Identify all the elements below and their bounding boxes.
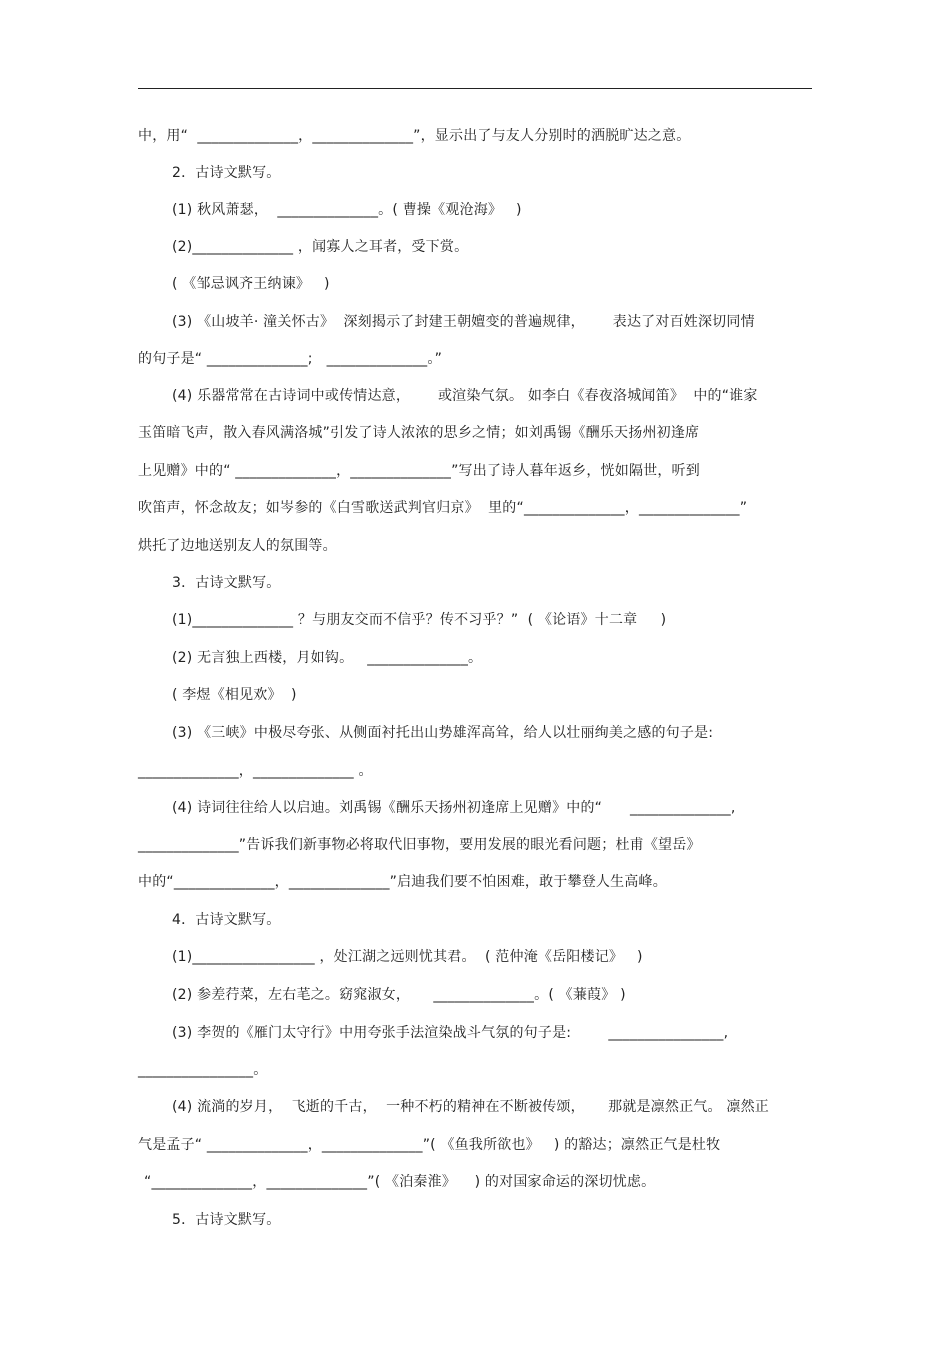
q2-item-3: (3) 《山坡羊· 潼关怀古》 深刻揭示了封建王朝嬗变的普遍规律， 表达了对百姓深切同情 — [172, 314, 755, 330]
heading-q4: 4．古诗文默写。 — [172, 912, 281, 928]
q4-item-3-cont: ________________。 — [138, 1062, 268, 1078]
q2-item-4-cont-2: 上见赠》中的“ ______________，______________”写出了诗人暮年返乡，恍如隔世，听到 — [138, 463, 700, 479]
q2-item-2: (2)______________ ，闻寡人之耳者，受下赏。 — [172, 239, 469, 255]
header-rule — [138, 88, 812, 89]
q4-item-2: (2) 参差荇菜，左右芼之。窈窕淑女， ______________。( 《蒹葭》 ) — [172, 987, 626, 1003]
q4-item-1: (1)_________________ ，处江湖之远则忧其君。 ( 范仲淹《岳阳楼记》 ) — [172, 949, 643, 965]
q2-item-1: (1) 秋风萧瑟， ______________。( 曹操《观沧海》 ) — [172, 202, 522, 218]
heading-q5: 5．古诗文默写。 — [172, 1212, 281, 1228]
q2-item-4-cont-3: 吹笛声，怀念故友；如岑参的《白雪歌送武判官归京》 里的“______________，______________” — [138, 500, 748, 516]
q3-item-3-cont: ______________，______________ 。 — [138, 763, 373, 779]
q2-item-4-cont-1: 玉笛暗飞声，散入春风满洛城”引发了诗人浓浓的思乡之情；如刘禹锡《酬乐天扬州初逢席 — [138, 425, 700, 441]
q2-item-4: (4) 乐器常常在古诗词中或传情达意， 或渲染气氛。 如李白《春夜洛城闻笛》 中的“谁家 — [172, 388, 758, 404]
q3-item-4: (4) 诗词往往给人以启迪。刘禹锡《酬乐天扬州初逢席上见赠》中的“ ______________, — [172, 800, 736, 816]
q4-item-4-cont-1: 气是孟子“ ______________，______________”( 《鱼我所欲也》 ) 的豁达；凛然正气是杜牧 — [138, 1137, 721, 1153]
q3-item-1: (1)______________ ？与朋友交而不信乎？传不习乎？” ( 《论语》十二章 ) — [172, 612, 667, 628]
q4-item-3: (3) 李贺的《雁门太守行》中用夸张手法渲染战斗气氛的句子是: ________________, — [172, 1025, 729, 1041]
q2-item-4-cont-4: 烘托了边地送别友人的氛围等。 — [138, 538, 337, 554]
text-line-1: 中，用“ ______________，______________”，显示出了与友人分别时的洒脱旷达之意。 — [138, 128, 691, 144]
q2-item-3-cont: 的句子是“ ______________; ______________。” — [138, 351, 443, 367]
q3-item-2-source: ( 李煜《相见欢》 ) — [172, 687, 297, 703]
heading-q2: 2．古诗文默写。 — [172, 165, 281, 181]
heading-q3: 3．古诗文默写。 — [172, 575, 281, 591]
q3-item-4-cont-1: ______________”告诉我们新事物必将取代旧事物，要用发展的眼光看问题；杜甫《望岳》 — [138, 837, 701, 853]
q3-item-4-cont-2: 中的“______________，______________”启迪我们要不怕困难，敢于攀登人生高峰。 — [138, 874, 667, 890]
q4-item-4: (4) 流淌的岁月， 飞逝的千古， 一种不朽的精神在不断被传颂， 那就是凛然正气。 凛然正 — [172, 1099, 769, 1115]
q3-item-2: (2) 无言独上西楼，月如钩。 ______________。 — [172, 650, 483, 666]
q3-item-3: (3) 《三峡》中极尽夸张、从侧面衬托出山势雄浑高耸，给人以壮丽绚美之感的句子是: — [172, 725, 714, 741]
q4-item-4-cont-2: “______________，______________”( 《泊秦淮》 ) 的对国家命运的深切忧虑。 — [144, 1174, 656, 1190]
q2-item-2-source: ( 《邹忌讽齐王纳谏》 ) — [172, 276, 330, 292]
